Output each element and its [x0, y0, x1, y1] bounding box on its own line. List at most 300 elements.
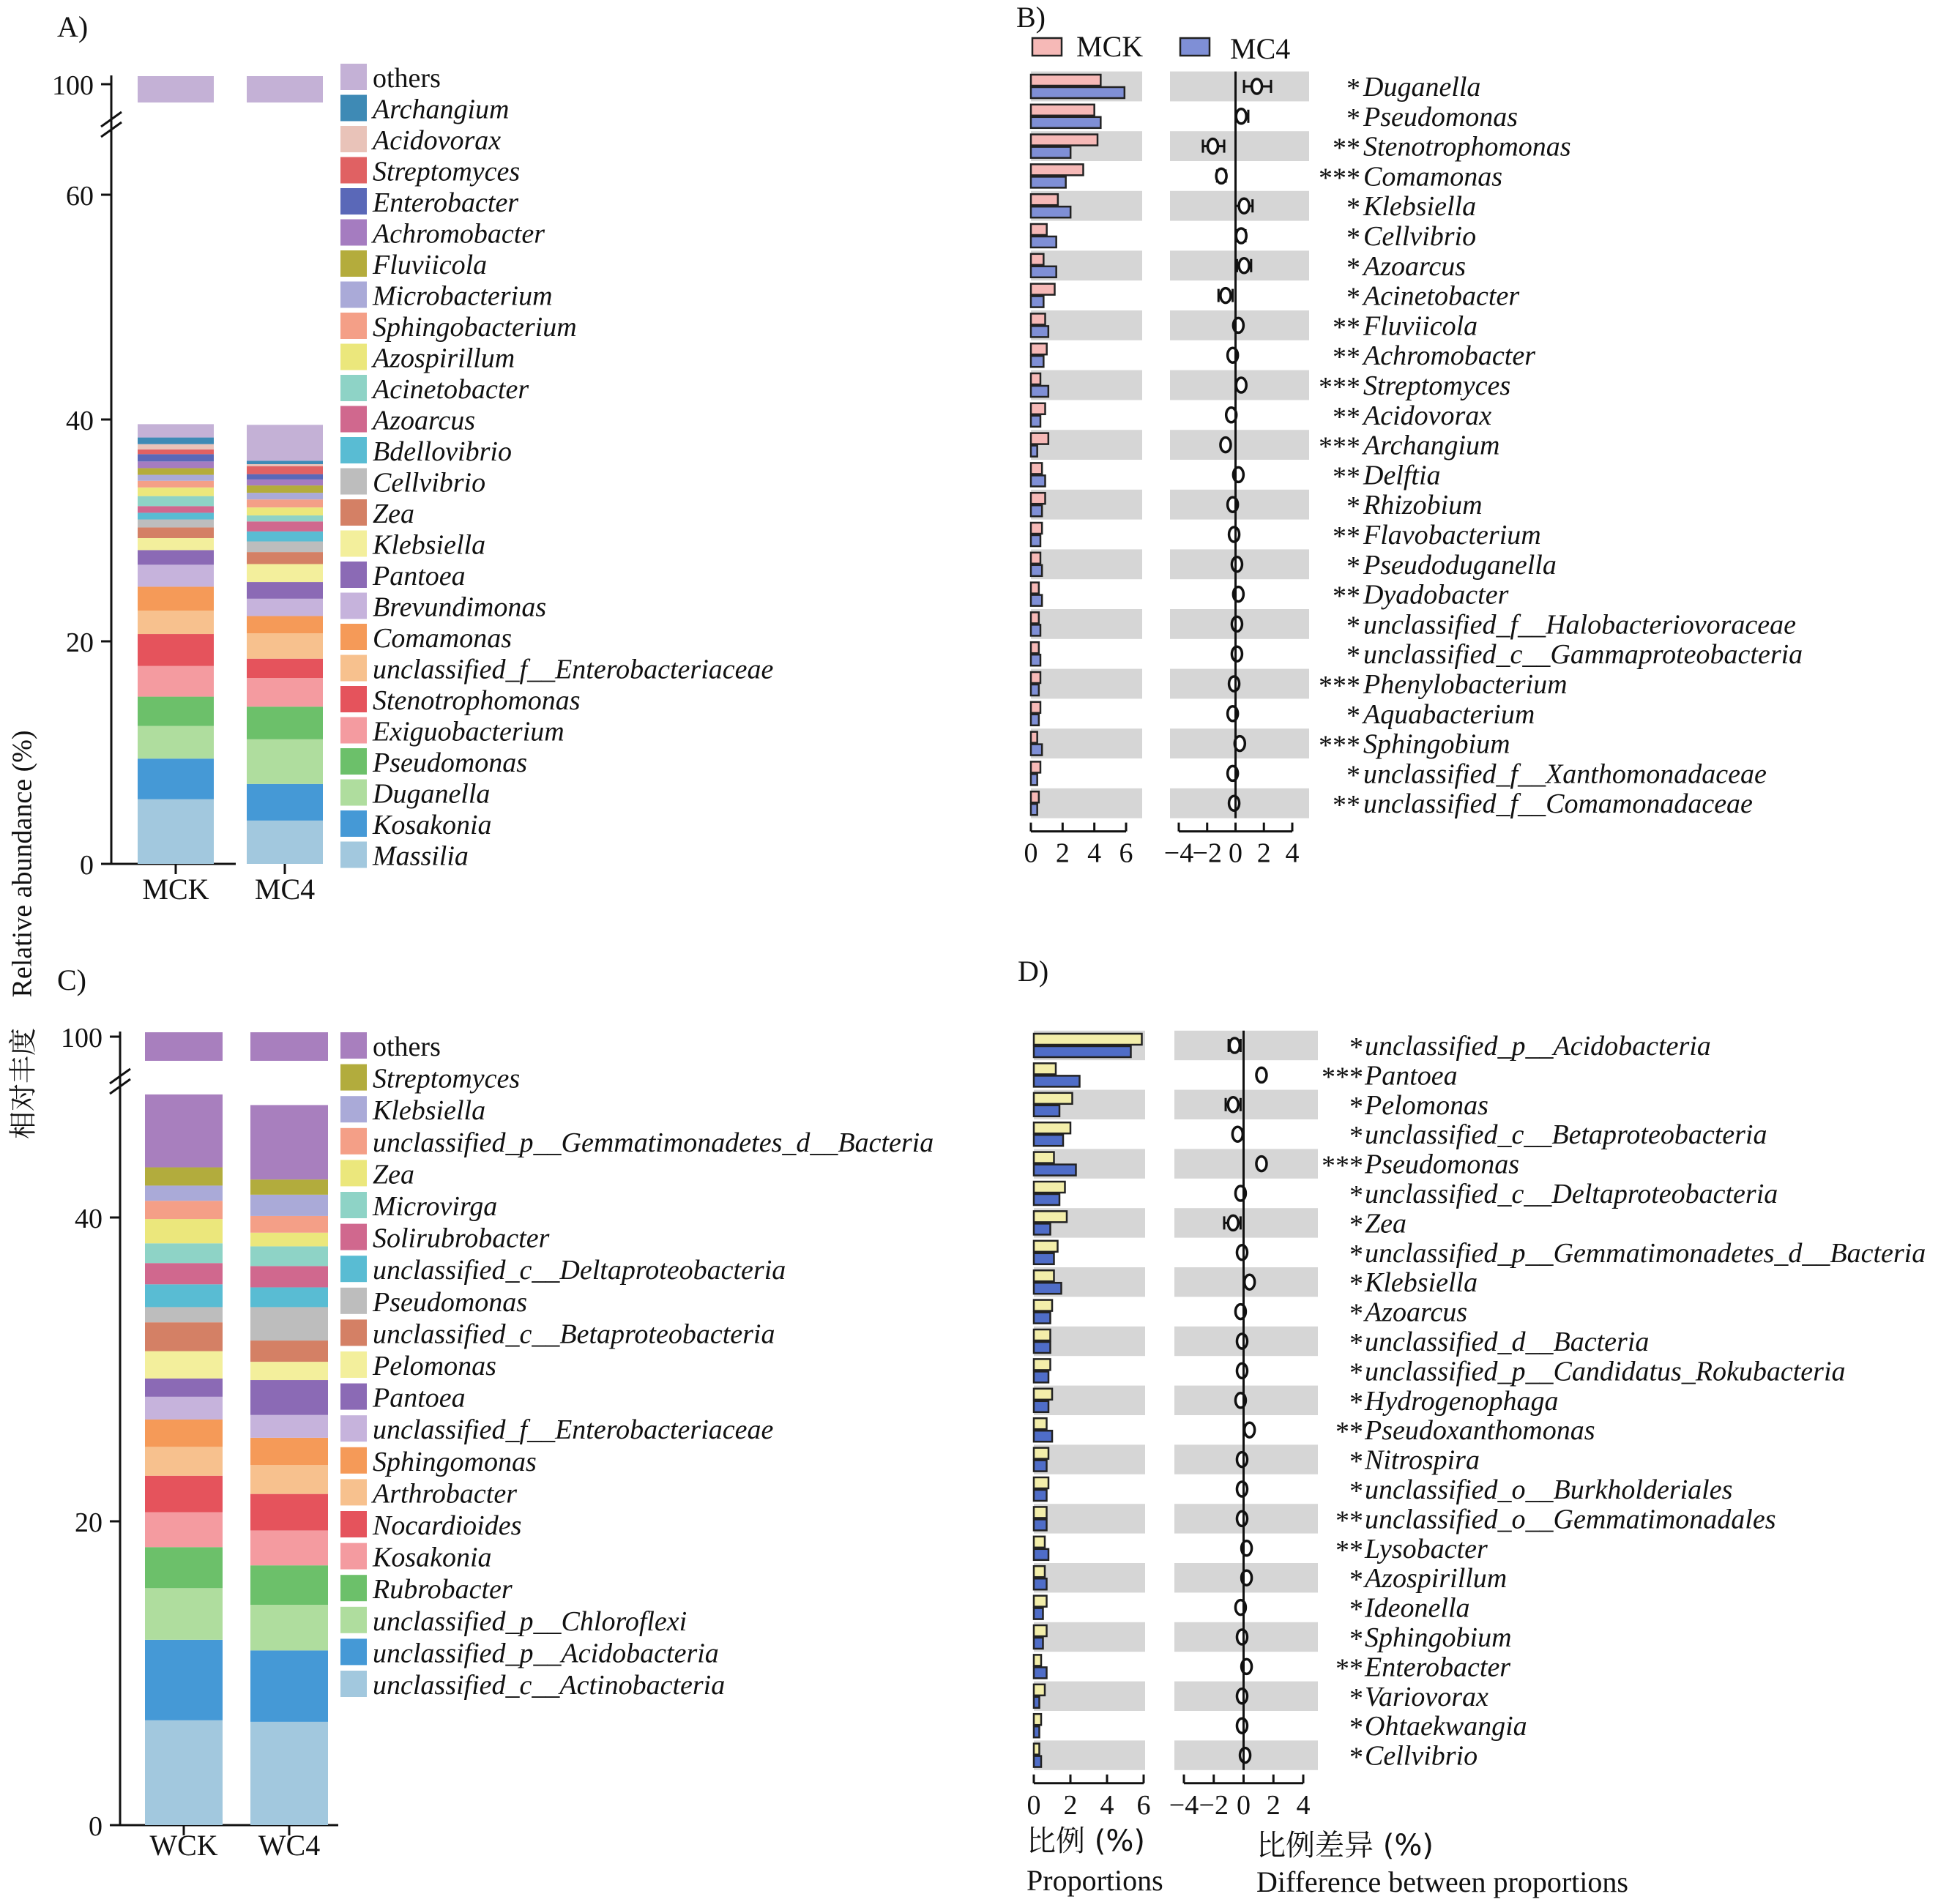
legend-swatch	[340, 1288, 367, 1314]
significance-marker: *	[1346, 700, 1360, 731]
significance-marker: *	[1346, 491, 1360, 523]
difference-point	[1239, 258, 1249, 273]
stack-segment-kosakonia	[145, 1513, 223, 1548]
legend-label: Stenotrophomonas	[373, 685, 581, 716]
significance-marker: *	[1349, 1624, 1363, 1655]
significance-marker: ***	[1319, 163, 1360, 194]
proportion-bar-mc4	[1031, 745, 1042, 756]
proportion-bar-mc4	[1031, 87, 1125, 98]
stack-segment-microbacterium	[247, 493, 323, 499]
proportion-bar-mck	[1031, 254, 1043, 265]
difference-point	[1216, 168, 1226, 183]
stack-segment-others-top	[250, 1032, 328, 1061]
significance-marker: *	[1349, 1209, 1363, 1241]
stack-segment-stenotrophomonas	[138, 634, 214, 666]
significance-marker: *	[1346, 102, 1360, 134]
stack-segment-unclassified_p__acidobacteria	[250, 1650, 328, 1722]
difference-tick-label: −2	[1192, 838, 1222, 869]
proportion-bar-wck	[1034, 1152, 1054, 1163]
legend-swatch	[340, 157, 367, 184]
proportion-bar-wc4	[1034, 1283, 1062, 1294]
difference-axis-title-zh: 比例差异 (%)	[1256, 1829, 1434, 1862]
proportion-bar-mc4	[1031, 774, 1037, 785]
taxon-label: Rhizobium	[1363, 490, 1483, 521]
significance-marker: ***	[1319, 671, 1360, 701]
panel-label: B)	[1016, 1, 1046, 34]
legend-swatch	[340, 126, 367, 152]
difference-tick-label: 2	[1266, 1789, 1281, 1821]
significance-marker: *	[1346, 73, 1360, 104]
legend-label: unclassified_c__Deltaproteobacteria	[373, 1255, 786, 1286]
stack-segment-azospirillum	[138, 488, 214, 496]
row-band-difference	[1174, 1031, 1318, 1060]
legend-label: others	[373, 1032, 441, 1062]
difference-point	[1237, 1630, 1247, 1644]
proportion-bar-wc4	[1034, 1549, 1048, 1560]
taxon-label: Phenylobacterium	[1363, 669, 1568, 700]
legend-swatch	[340, 1096, 367, 1122]
taxon-label: Variovorax	[1365, 1681, 1488, 1712]
difference-point	[1231, 616, 1242, 631]
legend-label: Azoarcus	[373, 405, 476, 436]
proportion-bar-wck	[1034, 1744, 1040, 1755]
legend-swatch	[340, 1160, 367, 1186]
significance-marker: *	[1346, 641, 1360, 672]
row-band-difference	[1174, 1208, 1318, 1237]
proportion-axis-title-en: Proportions	[1026, 1864, 1163, 1897]
stack-segment-unclassified_f__enterobacteriaceae	[250, 1415, 328, 1438]
taxon-label: Sphingobium	[1365, 1622, 1512, 1653]
proportion-bar-mck	[1031, 553, 1040, 564]
legend-label: Bdellovibrio	[373, 436, 512, 467]
stack-segment-duganella	[247, 739, 323, 784]
difference-tick-label: 4	[1285, 838, 1300, 869]
taxon-label: Fluviicola	[1363, 310, 1478, 342]
difference-axis-title-en: Difference between proportions	[1256, 1865, 1628, 1898]
stack-segment-rubrobacter	[250, 1565, 328, 1605]
taxon-label: Acidovorax	[1363, 400, 1492, 431]
stack-segment-unclassified_f__enterobacteriaceae	[145, 1397, 223, 1420]
proportion-bar-wck	[1034, 1093, 1073, 1104]
proportion-bar-mck	[1031, 523, 1042, 534]
legend-swatch	[340, 220, 367, 246]
difference-tick-label: 2	[1256, 838, 1271, 869]
proportion-bar-wc4	[1034, 1223, 1051, 1234]
difference-point	[1237, 1245, 1247, 1260]
difference-point	[1229, 796, 1240, 810]
significance-marker: ***	[1319, 372, 1360, 403]
legend-label: unclassified_c__Betaproteobacteria	[373, 1319, 775, 1350]
legend-label: unclassified_p__Gemmatimonadetes_d__Bacteria	[373, 1127, 934, 1158]
legend-label: Fluviicola	[373, 250, 488, 280]
legend-swatch	[340, 375, 367, 401]
legend-label: unclassified_f__Enterobacteriaceae	[373, 1414, 774, 1446]
proportion-bar-mc4	[1031, 535, 1040, 546]
legend-label: Azospirillum	[373, 343, 515, 374]
stack-segment-acinetobacter	[138, 496, 214, 507]
significance-marker: **	[1335, 1653, 1363, 1685]
stack-segment-exiguobacterium	[247, 678, 323, 706]
stack-segment-pantoea	[138, 550, 214, 564]
stack-segment-pseudomonas	[250, 1307, 328, 1340]
difference-point	[1229, 527, 1240, 542]
significance-marker: ***	[1319, 431, 1360, 463]
y-tick-label: 40	[75, 1204, 103, 1234]
taxon-label: Hydrogenophaga	[1365, 1385, 1559, 1417]
proportion-bar-mc4	[1031, 117, 1100, 128]
difference-point	[1237, 1511, 1247, 1526]
significance-marker: **	[1333, 790, 1360, 821]
difference-point	[1240, 1748, 1251, 1763]
difference-point	[1221, 288, 1231, 303]
difference-point	[1245, 1275, 1255, 1289]
difference-point	[1229, 676, 1240, 691]
difference-point	[1237, 1718, 1247, 1733]
stack-segment-unclassified_p__gemmatimonadetes_d__bacteria	[250, 1216, 328, 1233]
difference-point	[1236, 378, 1246, 392]
proportion-bar-mck	[1031, 642, 1039, 653]
proportion-bar-mck	[1031, 761, 1040, 772]
stack-segment-enterobacter	[247, 474, 323, 480]
proportion-bar-mck	[1031, 612, 1039, 623]
taxon-label: Pantoea	[1365, 1060, 1458, 1092]
legend-swatch	[340, 1511, 367, 1537]
significance-marker: *	[1349, 1357, 1363, 1389]
difference-tick-label: −2	[1199, 1789, 1229, 1821]
row-band-proportion	[1034, 1504, 1145, 1533]
stack-segment-brevundimonas	[138, 564, 214, 586]
stack-segment-streptomyces	[247, 466, 323, 474]
legend-label: Pantoea	[373, 1382, 466, 1414]
row-band-difference	[1170, 72, 1309, 102]
legend-swatch	[340, 499, 367, 526]
proportion-bar-wck	[1034, 1300, 1052, 1311]
taxon-label: Stenotrophomonas	[1363, 131, 1571, 163]
proportion-bar-mck	[1031, 135, 1098, 146]
taxon-label: Klebsiella	[1365, 1267, 1478, 1299]
stack-segment-streptomyces	[145, 1168, 223, 1186]
legend-label: Streptomyces	[373, 156, 521, 187]
legend-swatch	[340, 64, 367, 90]
proportion-bar-wc4	[1034, 1461, 1047, 1472]
significance-marker: *	[1346, 551, 1360, 582]
legend-swatch	[340, 1319, 367, 1346]
taxon-label: Pseudoxanthomonas	[1365, 1415, 1595, 1447]
significance-marker: ***	[1319, 730, 1360, 761]
significance-marker: *	[1349, 1239, 1363, 1270]
legend-label: Zea	[373, 499, 414, 529]
proportion-bar-wc4	[1034, 1726, 1040, 1737]
stack-segment-cellvibrio	[247, 542, 323, 553]
taxon-label: Azoarcus	[1365, 1297, 1468, 1328]
legend-label: Acidovorax	[373, 125, 502, 156]
proportion-bar-wck	[1034, 1655, 1041, 1666]
stack-segment-unclassified_c__actinobacteria	[145, 1720, 223, 1825]
row-band-difference	[1170, 131, 1309, 161]
proportion-bar-mc4	[1031, 176, 1066, 187]
stack-segment-archangium	[138, 438, 214, 444]
legend-swatch	[340, 593, 367, 619]
legend-swatch	[340, 344, 367, 370]
proportion-bar-wck	[1034, 1625, 1047, 1636]
significance-marker: *	[1346, 760, 1360, 791]
proportion-bar-mck	[1031, 224, 1047, 235]
taxon-label: unclassified_p__Acidobacteria	[1365, 1031, 1711, 1062]
difference-point	[1208, 139, 1218, 154]
significance-marker: *	[1349, 1594, 1363, 1625]
significance-marker: *	[1349, 1387, 1363, 1418]
stack-segment-sphingobacterium	[138, 481, 214, 488]
significance-marker: **	[1333, 342, 1360, 373]
legend-label: Nocardioides	[373, 1510, 522, 1541]
legend-swatch	[340, 1351, 367, 1378]
taxon-label: unclassified_p__Gemmatimonadetes_d__Bacteria	[1365, 1237, 1926, 1269]
proportion-bar-mc4	[1031, 266, 1057, 277]
taxon-label: unclassified_o__Burkholderiales	[1365, 1474, 1733, 1505]
significance-marker: **	[1333, 521, 1360, 552]
difference-point	[1252, 79, 1262, 94]
x-tick-label: MC4	[254, 873, 316, 906]
difference-tick-label: −4	[1169, 1789, 1199, 1821]
stack-segment-solirubrobacter	[250, 1266, 328, 1287]
proportion-bar-wc4	[1034, 1431, 1052, 1442]
taxon-label: unclassified_c__Betaproteobacteria	[1365, 1119, 1767, 1151]
stack-segment-pseudomonas	[247, 706, 323, 739]
proportion-bar-wc4	[1034, 1490, 1047, 1501]
significance-marker: *	[1349, 1682, 1363, 1714]
significance-marker: **	[1335, 1505, 1363, 1537]
legend-swatch	[340, 1192, 367, 1218]
stack-segment-pelomonas	[250, 1362, 328, 1380]
row-band-proportion	[1031, 609, 1142, 639]
significance-marker: *	[1349, 1328, 1363, 1359]
legend-label: Pseudomonas	[373, 747, 528, 778]
legend-swatch	[340, 313, 367, 339]
stack-segment-duganella	[138, 726, 214, 759]
legend-swatch	[340, 1447, 367, 1474]
legend-swatch	[340, 810, 367, 837]
significance-marker: *	[1346, 223, 1360, 253]
legend-swatch	[340, 1224, 367, 1250]
legend-swatch	[340, 748, 367, 775]
stack-segment-kosakonia	[138, 758, 214, 799]
stack-segment-solirubrobacter	[145, 1263, 223, 1284]
significance-marker: *	[1349, 1476, 1363, 1507]
legend-label: Achromobacter	[373, 218, 545, 250]
proportion-bar-wc4	[1034, 1638, 1043, 1649]
legend-label: Acinetobacter	[373, 374, 529, 405]
proportion-bar-mck	[1031, 672, 1040, 683]
proportion-bar-wc4	[1034, 1165, 1076, 1176]
legend-label-mc4: MC4	[1230, 32, 1291, 65]
legend-label: Arthrobacter	[373, 1478, 518, 1510]
legend-swatch	[340, 1128, 367, 1155]
y-axis-label-zh: 相对丰度	[7, 1027, 40, 1140]
proportion-bar-wck	[1034, 1537, 1045, 1548]
stack-segment-fluviicola	[138, 468, 214, 474]
proportion-bar-wck	[1034, 1211, 1067, 1222]
significance-marker: *	[1346, 252, 1360, 283]
legend-label: Microvirga	[373, 1191, 498, 1222]
significance-marker: *	[1349, 1091, 1363, 1122]
stack-segment-unclassified_p__gemmatimonadetes_d__bacteria	[145, 1201, 223, 1219]
proportion-bar-mc4	[1031, 624, 1040, 635]
legend-swatch	[340, 1543, 367, 1570]
legend-label: Brevundimonas	[373, 592, 547, 623]
significance-marker: *	[1349, 1712, 1363, 1744]
proportion-bar-wc4	[1034, 1371, 1048, 1382]
x-tick-label: WCK	[149, 1829, 218, 1862]
proportion-bar-wck	[1034, 1359, 1051, 1370]
proportion-bar-mc4	[1031, 475, 1046, 486]
proportion-bar-mck	[1031, 194, 1058, 205]
proportion-bar-wc4	[1034, 1194, 1059, 1205]
taxon-label: Cellvibrio	[1365, 1740, 1478, 1772]
proportion-bar-mck	[1031, 284, 1055, 295]
proportion-bar-mck	[1031, 583, 1039, 594]
significance-marker: **	[1335, 1417, 1363, 1448]
legend-label: unclassified_p__Chloroflexi	[373, 1605, 688, 1637]
taxon-label: Pelomonas	[1365, 1089, 1488, 1121]
difference-point	[1236, 109, 1246, 124]
proportion-bar-wck	[1034, 1063, 1056, 1074]
proportion-bar-mc4	[1031, 654, 1040, 665]
legend-label: Pelomonas	[373, 1351, 496, 1381]
x-tick-label: MCK	[142, 873, 209, 906]
difference-point	[1256, 1067, 1267, 1082]
legend-label: unclassified_f__Enterobacteriaceae	[373, 654, 774, 685]
legend-swatch	[340, 282, 367, 308]
significance-marker: *	[1349, 1180, 1363, 1211]
stack-segment-unclassified_c__deltaproteobacteria	[145, 1284, 223, 1307]
stack-segment-others-top	[247, 76, 323, 102]
significance-marker: ***	[1322, 1150, 1363, 1182]
proportion-axis-title-zh: 比例 (%)	[1026, 1824, 1145, 1858]
difference-point	[1237, 1334, 1247, 1349]
taxon-label: Ideonella	[1365, 1592, 1470, 1624]
panel-label: C)	[57, 963, 86, 996]
legend-swatch	[340, 531, 367, 557]
stack-segment-acinetobacter	[247, 515, 323, 521]
legend-label: Sphingobacterium	[373, 312, 577, 343]
stack-segment-unclassified_c__betaproteobacteria	[145, 1322, 223, 1351]
taxon-label: unclassified_f__Comamonadaceae	[1363, 788, 1753, 820]
proportion-bar-mck	[1031, 164, 1084, 175]
proportion-bar-wck	[1034, 1329, 1051, 1340]
difference-point	[1245, 1422, 1255, 1437]
legend-label: Exiguobacterium	[373, 716, 564, 747]
proportion-tick-label: 4	[1087, 838, 1102, 869]
legend-label: Streptomyces	[373, 1063, 521, 1094]
stack-segment-zea	[145, 1219, 223, 1243]
row-band-proportion	[1031, 490, 1142, 520]
difference-point	[1237, 1689, 1247, 1704]
legend-label: Archangium	[373, 94, 510, 125]
proportion-bar-wc4	[1034, 1519, 1047, 1530]
row-band-proportion	[1034, 1682, 1145, 1711]
x-tick-label: WC4	[258, 1829, 321, 1862]
proportion-tick-label: 6	[1136, 1789, 1151, 1821]
proportion-bar-mck	[1031, 732, 1037, 743]
y-axis-label-en: Relative abundance (%)	[7, 730, 38, 998]
taxon-label: Zea	[1365, 1208, 1406, 1239]
proportion-bar-wck	[1034, 1418, 1047, 1429]
stack-segment-klebsiella	[247, 564, 323, 582]
stack-segment-unclassified_p__acidobacteria	[145, 1640, 223, 1720]
difference-tick-label: 0	[1237, 1789, 1251, 1821]
significance-marker: **	[1333, 461, 1360, 493]
proportion-bar-mck	[1031, 373, 1040, 384]
proportion-bar-wc4	[1034, 1342, 1051, 1353]
taxon-label: Nitrospira	[1365, 1444, 1480, 1476]
proportion-bar-wc4	[1034, 1135, 1063, 1146]
proportion-bar-wck	[1034, 1182, 1065, 1193]
taxon-label: Archangium	[1363, 430, 1500, 461]
proportion-bar-wck	[1034, 1507, 1047, 1518]
stack-segment-enterobacter	[138, 454, 214, 461]
proportion-bar-mc4	[1031, 446, 1037, 457]
taxon-label: Azospirillum	[1365, 1563, 1508, 1595]
significance-marker: **	[1333, 133, 1360, 164]
proportion-bar-wc4	[1034, 1401, 1048, 1412]
stack-segment-others-top	[138, 76, 214, 102]
row-band-difference	[1174, 1149, 1318, 1178]
proportion-bar-mc4	[1031, 804, 1037, 815]
proportion-bar-wck	[1034, 1685, 1045, 1696]
legend-swatch	[340, 842, 367, 868]
stack-segment-comamonas	[247, 616, 323, 633]
legend-label: unclassified_c__Actinobacteria	[373, 1670, 726, 1701]
difference-point	[1237, 1482, 1247, 1496]
legend-swatch	[340, 562, 367, 588]
stack-segment-exiguobacterium	[138, 666, 214, 697]
proportion-tick-label: 6	[1119, 838, 1133, 869]
row-band-proportion	[1034, 1563, 1145, 1592]
taxon-label: unclassified_f__Halobacteriovoraceae	[1363, 609, 1796, 641]
row-band-proportion	[1034, 1740, 1145, 1769]
stack-segment-azoarcus	[138, 506, 214, 512]
proportion-bar-wc4	[1034, 1578, 1047, 1589]
legend-swatch	[340, 188, 367, 215]
proportion-bar-wck	[1034, 1566, 1045, 1577]
proportion-bar-wck	[1034, 1477, 1048, 1488]
legend-swatch-mck	[1032, 38, 1062, 56]
significance-marker: *	[1349, 1121, 1363, 1152]
taxon-label: Pseudomonas	[1365, 1149, 1520, 1180]
stack-segment-kosakonia	[250, 1530, 328, 1565]
taxon-label: unclassified_p__Candidatus_Rokubacteria	[1365, 1356, 1846, 1387]
significance-marker: *	[1349, 1298, 1363, 1329]
taxon-label: unclassified_d__Bacteria	[1365, 1327, 1650, 1357]
legend-swatch	[340, 1415, 367, 1442]
difference-tick-label: −4	[1163, 838, 1194, 869]
taxon-label: Acinetobacter	[1363, 280, 1520, 312]
legend-swatch	[340, 1064, 367, 1091]
legend-swatch	[340, 717, 367, 744]
difference-point	[1228, 1097, 1238, 1112]
legend-swatch	[340, 1479, 367, 1505]
stack-segment-nocardioides	[145, 1476, 223, 1513]
significance-marker: ***	[1322, 1062, 1363, 1093]
legend-label: Zea	[373, 1159, 414, 1190]
stack-segment-klebsiella	[138, 538, 214, 550]
stack-segment-comamonas	[138, 586, 214, 611]
panel-label: D)	[1018, 955, 1049, 988]
proportion-bar-mck	[1031, 105, 1095, 116]
significance-marker: **	[1335, 1534, 1363, 1566]
stack-segment-microbacterium	[138, 475, 214, 481]
taxon-label: Comamonas	[1363, 161, 1503, 193]
